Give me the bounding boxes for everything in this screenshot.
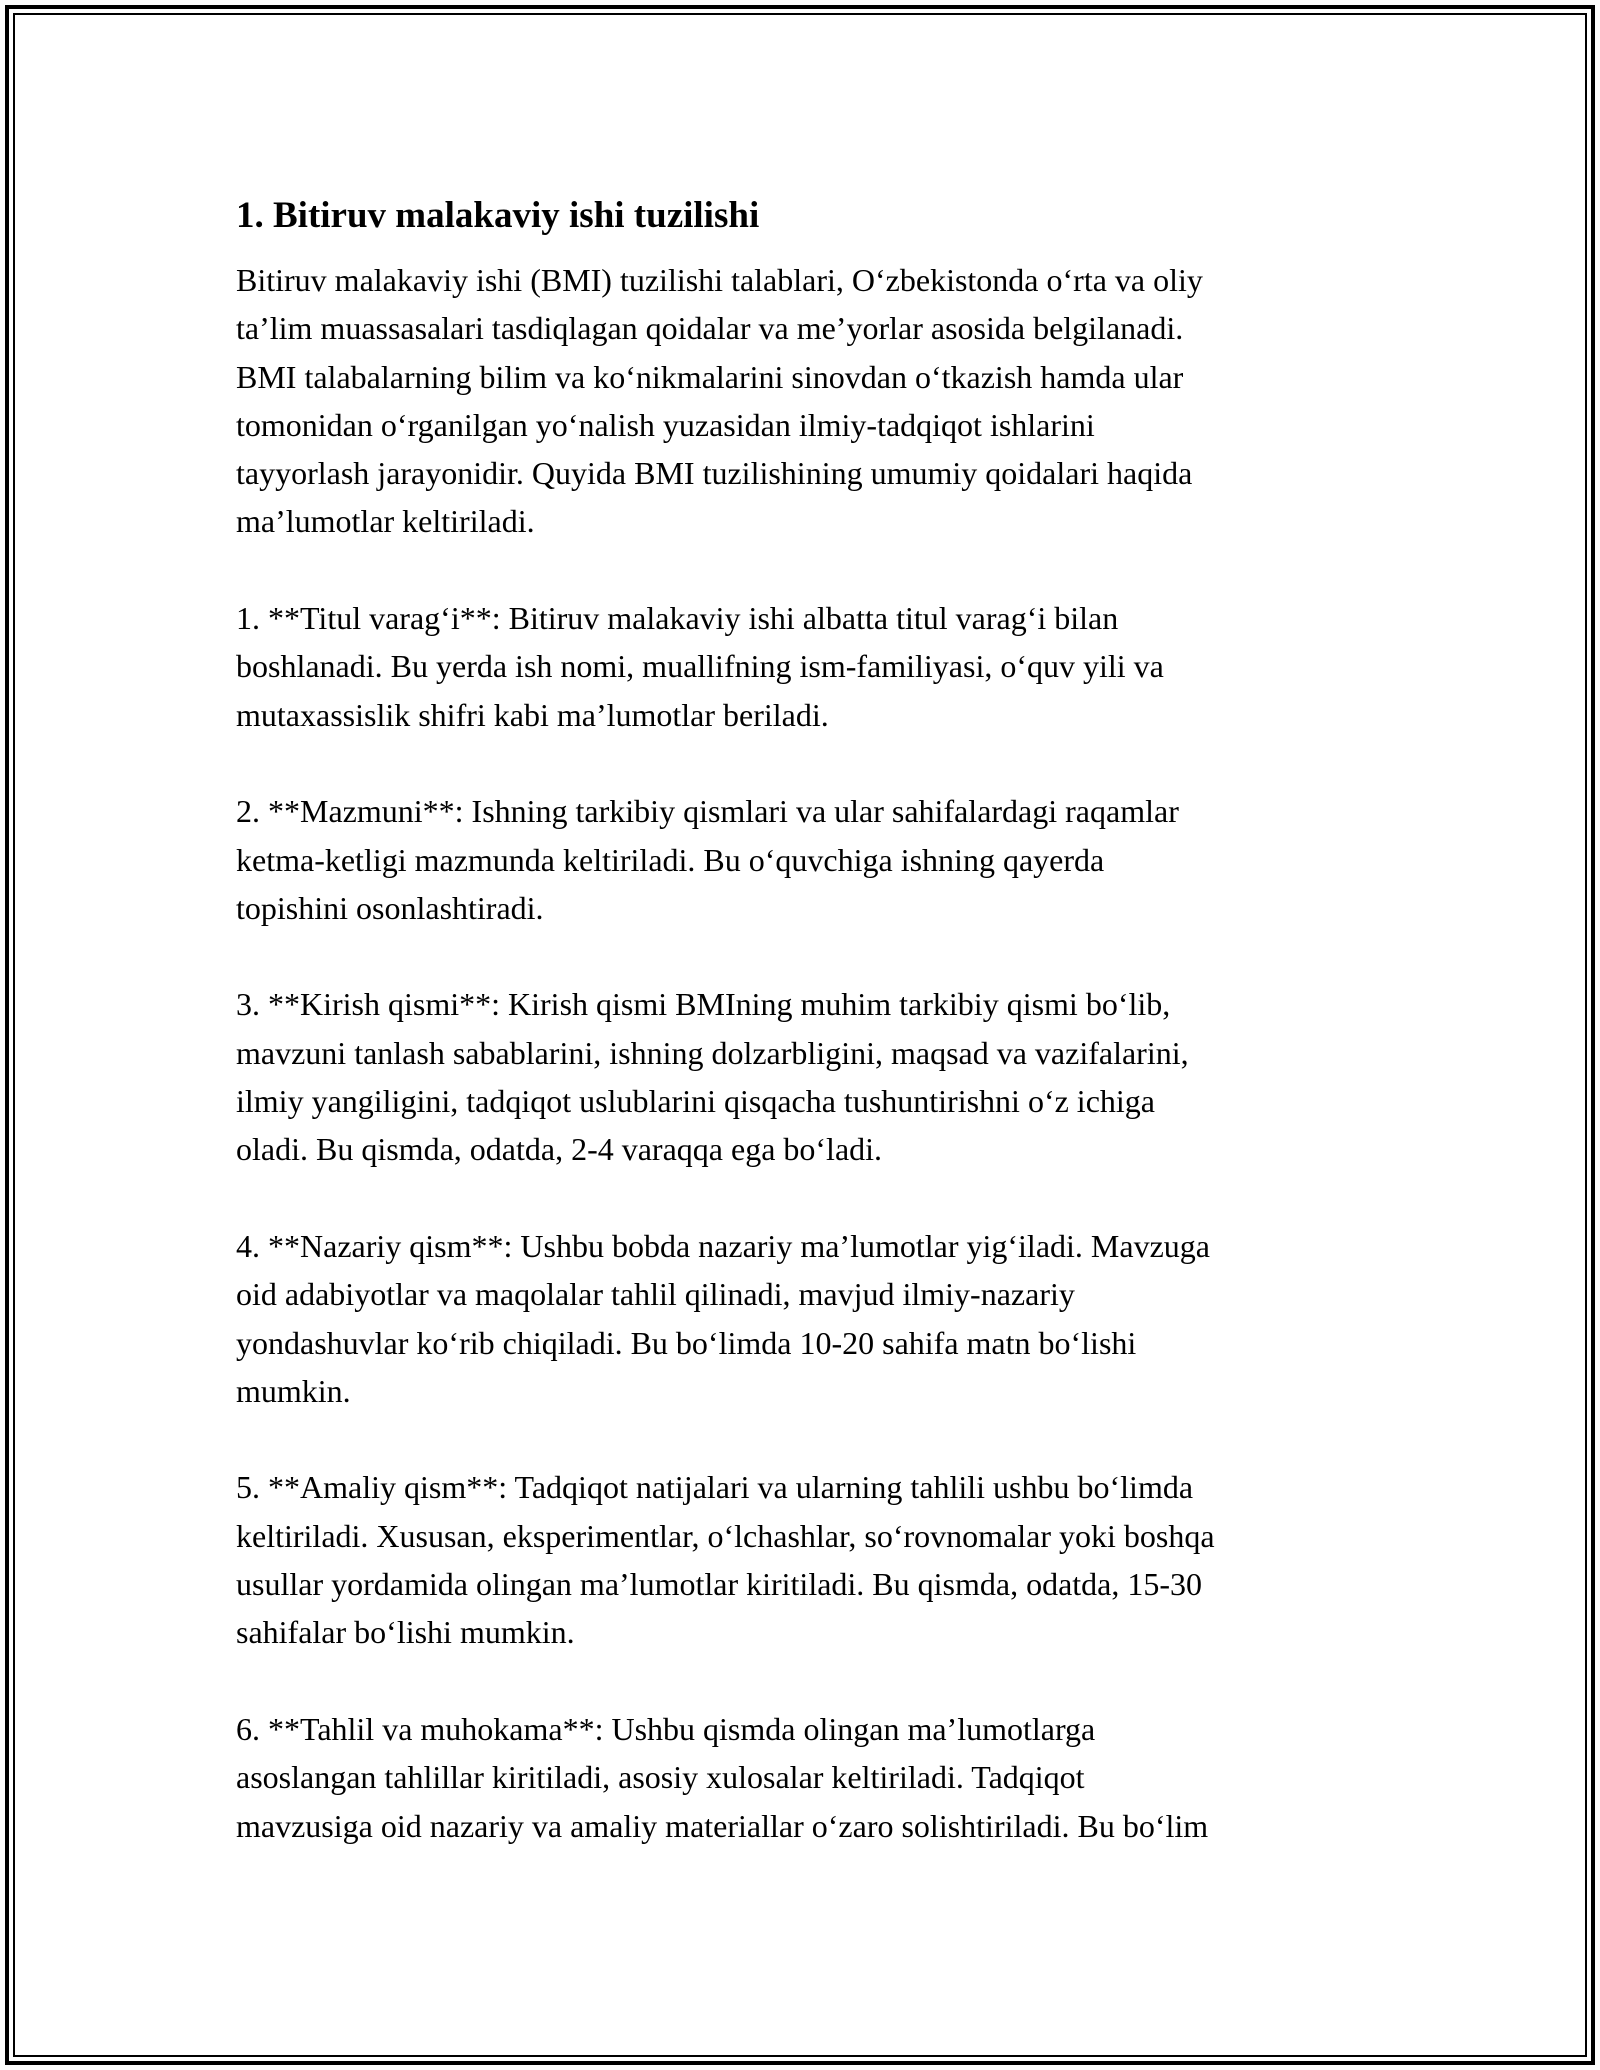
- list-item-analysis-discussion: 6. **Tahlil va muhokama**: Ushbu qismda olingan ma’lumotlarga asoslangan tahlillar kiritiladi, asosiy xulosalar keltiriladi. Tadqiqot mavzusiga oid nazariy va amaliy materiallar o‘zaro solishtiriladi. Bu bo‘lim: [236, 1710, 1209, 1844]
- list-item-practical-part: 5. **Amaliy qism**: Tadqiqot natijalari va ularning tahlili ushbu bo‘limda keltiriladi. Xususan, eksperimentlar, o‘lchashlar, so‘rovnomalar yoki boshqa usullar yordamida olingan ma’lumotlar kiritiladi. Bu qismda, odatda, 15-30 sahifalar bo‘lishi mumkin.: [236, 1469, 1215, 1651]
- section-heading: 1. Bitiruv malakaviy ishi tuzilishi: [236, 195, 760, 236]
- list-item-introduction: 3. **Kirish qismi**: Kirish qismi BMIning muhim tarkibiy qismi bo‘lib, mavzuni tanlash sabablarini, ishning dolzarbligini, maqsad va vazifalarini, ilmiy yangiligini, tadqiqot uslublarini qisqacha tushuntirishni o‘z ichiga oladi. Bu qismda, odatda, 2-4 varaqqa ega bo‘ladi.: [236, 986, 1189, 1168]
- document-body: [236, 185, 1366, 1850]
- list-item-title-page: 1. **Titul varag‘i**: Bitiruv malakaviy ishi albatta titul varag‘i bilan boshlanadi. Bu yerda ish nomi, muallifning ism-familiyasi, o‘quv yili va mutaxassislik shifri kabi ma’lumotlar beriladi.: [236, 600, 1164, 733]
- list-item-theoretical-part: 4. **Nazariy qism**: Ushbu bobda nazariy ma’lumotlar yig‘iladi. Mavzuga oid adabiyotlar va maqolalar tahlil qilinadi, mavjud ilmiy-nazariy yondashuvlar ko‘rib chiqiladi. Bu bo‘limda 10-20 sahifa matn bo‘lishi mumkin.: [236, 1227, 1210, 1409]
- intro-paragraph: Bitiruv malakaviy ishi (BMI) tuzilishi talablari, O‘zbekistonda o‘rta va oliy ta’lim muassasalari tasdiqlagan qoidalar va me’yorlar asosida belgilanadi. BMI talabalarning bilim va ko‘nikmalarini sinovdan o‘tkazish hamda ular tomonidan o‘rganilgan yo‘nalish yuzasidan ilmiy-tadqiqot ishlarini tayyorlash jarayonidir. Quyida BMI tuzilishining umumiy qoidalari haqida ma’lumotlar keltiriladi.: [236, 262, 1203, 540]
- list-item-contents: 2. **Mazmuni**: Ishning tarkibiy qismlari va ular sahifalardagi raqamlar ketma-ketligi mazmunda keltiriladi. Bu o‘quvchiga ishning qayerda topishini osonlashtiradi.: [236, 793, 1179, 926]
